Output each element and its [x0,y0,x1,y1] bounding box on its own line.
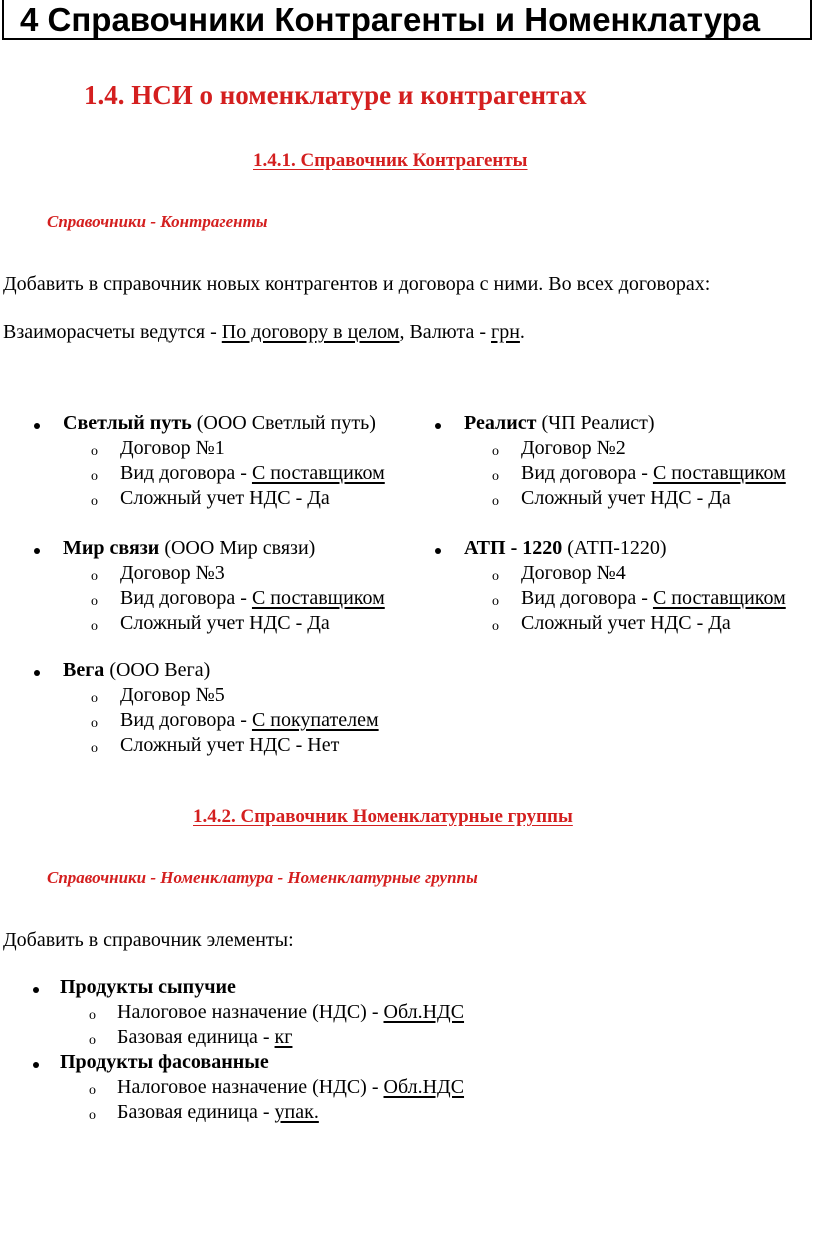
sub-bullet-icon: o [492,469,499,484]
contractor-name: АТП - 1220 [464,537,563,559]
contract-type-part: Вид договора - [120,587,252,609]
contractor-name: Мир связи [63,537,160,559]
contract-number [120,437,225,460]
contractors-intro: Добавить в справочник новых контрагентов и договора с ними. Во всех договорах: [3,273,711,295]
sub-bullet-icon: o [91,494,98,509]
contractor-full-name: (ЧП Реалист) [536,412,655,434]
tax-purpose-value: Обл.НДС [383,1076,465,1098]
contractors-menu-path: Справочники - Контрагенты [47,212,268,231]
nomenclature-menu-path: Справочники - Номенклатура - Номенклатурные группы [47,868,478,887]
tax-purpose-value: Обл.НДС [383,1001,465,1023]
bullet-dot [33,987,39,993]
contract-number-part: Договор №1 [120,437,225,459]
base-unit-value: кг [274,1026,293,1048]
contractors-heading: 1.4.1. Справочник Контрагенты [253,150,528,171]
sub-bullet-icon: o [492,619,499,634]
contract-type-part: Вид договора - [521,462,653,484]
currency-end: . [519,321,525,343]
contractor-name-line [63,412,376,435]
sub-bullet-icon: o [492,494,499,509]
sub-bullet-icon: o [91,741,98,756]
sub-bullet-icon: o [91,594,98,609]
contract-type-part: Вид договора - [521,587,653,609]
contractor-full-name: (ООО Мир связи) [159,537,316,559]
sub-bullet-icon: o [492,444,499,459]
bullet-dot [34,423,40,429]
tax-purpose [117,1076,464,1099]
contract-type-part: С поставщиком [652,587,786,609]
contract-type-part: Вид договора - [120,709,252,731]
bullet-dot [435,423,441,429]
contractor-name: Реалист [464,412,537,434]
contract-type [521,462,786,485]
contract-number [521,437,626,460]
vat-accounting [521,487,731,510]
currency-value: грн [491,321,520,343]
settlement-value: По договору в целом [221,321,400,343]
contract-type [521,587,786,610]
group-name-line [60,976,236,999]
base-unit [117,1026,292,1049]
contract-type [120,709,379,732]
contract-number-part: Договор №2 [521,437,626,459]
contract-number [521,562,626,585]
contractor-full-name: (АТП-1220) [562,537,667,559]
contract-number-part: Договор №4 [521,562,626,584]
contractor-name: Вега [63,659,105,681]
contract-type-part: С поставщиком [251,462,385,484]
contract-type-part: Вид договора - [120,462,252,484]
sub-bullet-icon: o [492,594,499,609]
bullet-dot [34,548,40,554]
settlement-label: Взаиморасчеты ведутся - [3,321,222,343]
vat-accounting-part: Сложный учет НДС - Да [521,487,731,509]
vat-accounting-part: Сложный учет НДС - Нет [120,734,340,756]
sub-bullet-icon: o [91,619,98,634]
slide-title: 4 Справочники Контрагенты и Номенклатура [20,1,761,38]
contract-number [120,562,225,585]
contractor-name: Светлый путь [63,412,192,434]
base-unit [117,1101,319,1124]
bullet-dot [33,1062,39,1068]
contract-type-part: С поставщиком [251,587,385,609]
bullet-dot [435,548,441,554]
contract-type-part: С поставщиком [652,462,786,484]
base-unit-label: Базовая единица - [117,1026,275,1048]
vat-accounting-part: Сложный учет НДС - Да [521,612,731,634]
vat-accounting-part: Сложный учет НДС - Да [120,612,330,634]
nomenclature-intro: Добавить в справочник элементы: [3,929,294,951]
settlement-line [3,321,525,344]
tax-purpose-label: Налоговое назначение (НДС) - [117,1001,384,1023]
contract-type [120,462,385,485]
sub-bullet-icon: o [91,691,98,706]
sub-bullet-icon: o [89,1033,96,1048]
group-name: Продукты фасованные [60,1051,269,1073]
tax-purpose-label: Налоговое назначение (НДС) - [117,1076,384,1098]
bullet-dot [34,670,40,676]
vat-accounting [120,487,330,510]
sub-bullet-icon: o [89,1008,96,1023]
sub-bullet-icon: o [89,1108,96,1123]
sub-bullet-icon: o [492,569,499,584]
contractor-name-line [464,537,667,560]
sub-bullet-icon: o [91,569,98,584]
section-heading: 1.4. НСИ о номенклатуре и контрагентах [84,80,587,110]
contractor-name-line [464,412,655,435]
group-name: Продукты сыпучие [60,976,236,998]
tax-purpose [117,1001,464,1024]
contract-number-part: Договор №5 [120,684,225,706]
vat-accounting [120,612,330,635]
sub-bullet-icon: o [91,469,98,484]
contractor-name-line [63,659,210,682]
base-unit-value: упак. [274,1101,319,1123]
sub-bullet-icon: o [91,716,98,731]
contract-type [120,587,385,610]
contract-number-part: Договор №3 [120,562,225,584]
base-unit-label: Базовая единица - [117,1101,275,1123]
vat-accounting-part: Сложный учет НДС - Да [120,487,330,509]
group-name-line [60,1051,269,1074]
sub-bullet-icon: o [91,444,98,459]
sub-bullet-icon: o [89,1083,96,1098]
contract-number [120,684,225,707]
contract-type-part: С покупателем [251,709,379,731]
vat-accounting [521,612,731,635]
contractor-full-name: (ООО Вега) [104,659,211,681]
nomenclature-heading: 1.4.2. Справочник Номенклатурные группы [193,806,573,827]
contractor-full-name: (ООО Светлый путь) [191,412,376,434]
currency-label: , Валюта - [399,321,492,343]
vat-accounting [120,734,339,757]
contractor-name-line [63,537,315,560]
